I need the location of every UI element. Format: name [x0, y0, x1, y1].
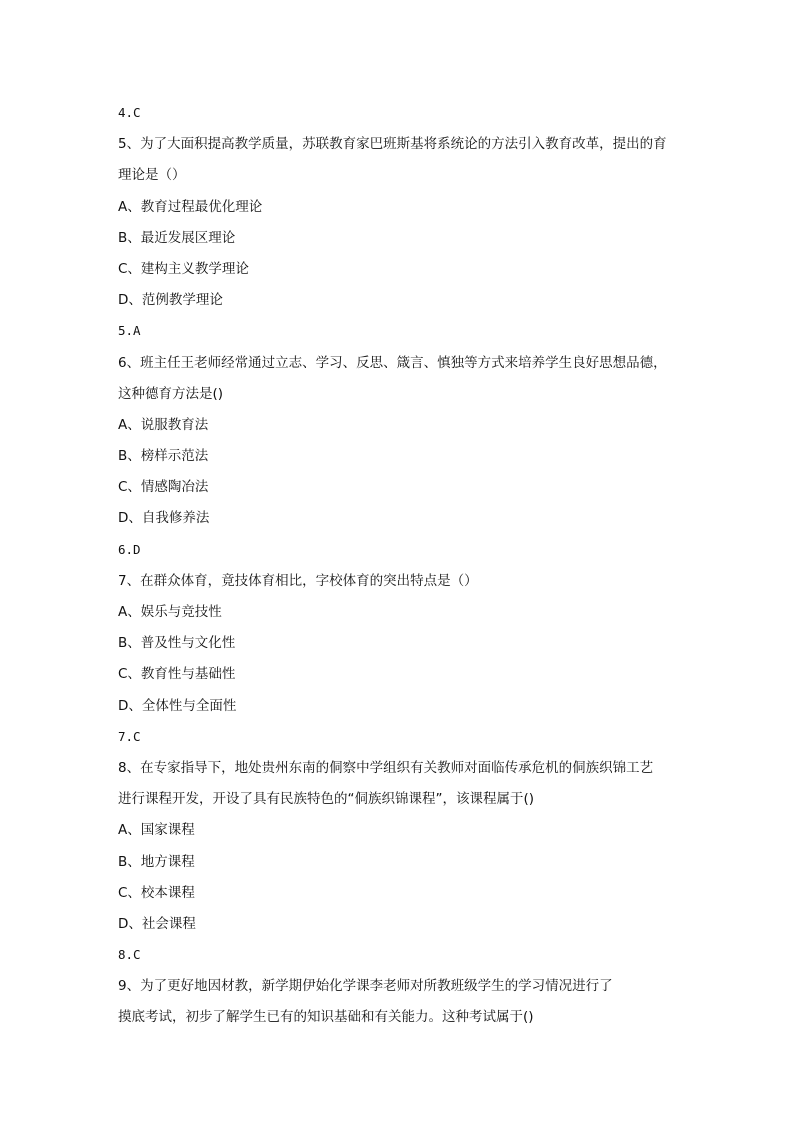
- answer-line: 7.C: [118, 728, 141, 744]
- option-line: C、教育性与基础性: [118, 666, 236, 683]
- option-line: C、校本课程: [118, 884, 195, 901]
- option-line: D、社会课程: [118, 915, 196, 932]
- question-line: 理论是（）: [118, 167, 186, 184]
- option-line: A、教育过程最优化理论: [118, 198, 263, 215]
- question-line: 摸底考试，初步了解学生已有的知识基础和有关能力。这种考试属于(): [118, 1009, 534, 1026]
- option-line: A、娱乐与竞技性: [118, 604, 222, 620]
- question-line: 这种德育方法是(): [118, 385, 224, 402]
- option-line: A、说服教育法: [118, 416, 209, 433]
- option-line: B、普及性与文化性: [118, 635, 236, 652]
- option-line: B、地方课程: [118, 853, 195, 870]
- option-line: D、全体性与全面性: [118, 697, 237, 714]
- option-line: B、最近发展区理论: [118, 229, 236, 246]
- answer-line: 6.D: [118, 541, 141, 557]
- question-line: 5、为了大面积提高教学质量，苏联教育家巴班斯基将系统论的方法引入教育改革，提出的育: [118, 136, 667, 153]
- question-line: 9、为了更好地因材教，新学期伊始化学课李老师对所教班级学生的学习情况进行了: [118, 978, 613, 995]
- document-page: [118, 104, 698, 1040]
- question-line: 8、在专家指导下，地处贵州东南的侗察中学组织有关教师对面临传承危机的侗族织锦工艺: [118, 759, 654, 776]
- answer-line: 8.C: [118, 947, 141, 963]
- option-line: D、范例教学理论: [118, 292, 223, 309]
- answer-line: 4.C: [118, 105, 141, 120]
- option-line: C、建构主义教学理论: [118, 260, 249, 277]
- option-line: C、情感陶冶法: [118, 479, 209, 496]
- option-line: A、国家课程: [118, 822, 195, 839]
- answer-line: 5.A: [118, 323, 141, 339]
- question-line: 6、班主任王老师经常通过立志、学习、反思、箴言、慎独等方式来培养学生良好思想品德，: [118, 354, 667, 371]
- option-line: B、榜样示范法: [118, 448, 209, 465]
- option-line: D、自我修养法: [118, 510, 210, 527]
- question-line: 进行课程开发，开设了具有民族特色的“侗族织锦课程”，该课程属于(): [118, 791, 535, 808]
- question-line: 7、在群众体育，竟技体育相比，字校体育的突出特点是（）: [118, 572, 478, 589]
